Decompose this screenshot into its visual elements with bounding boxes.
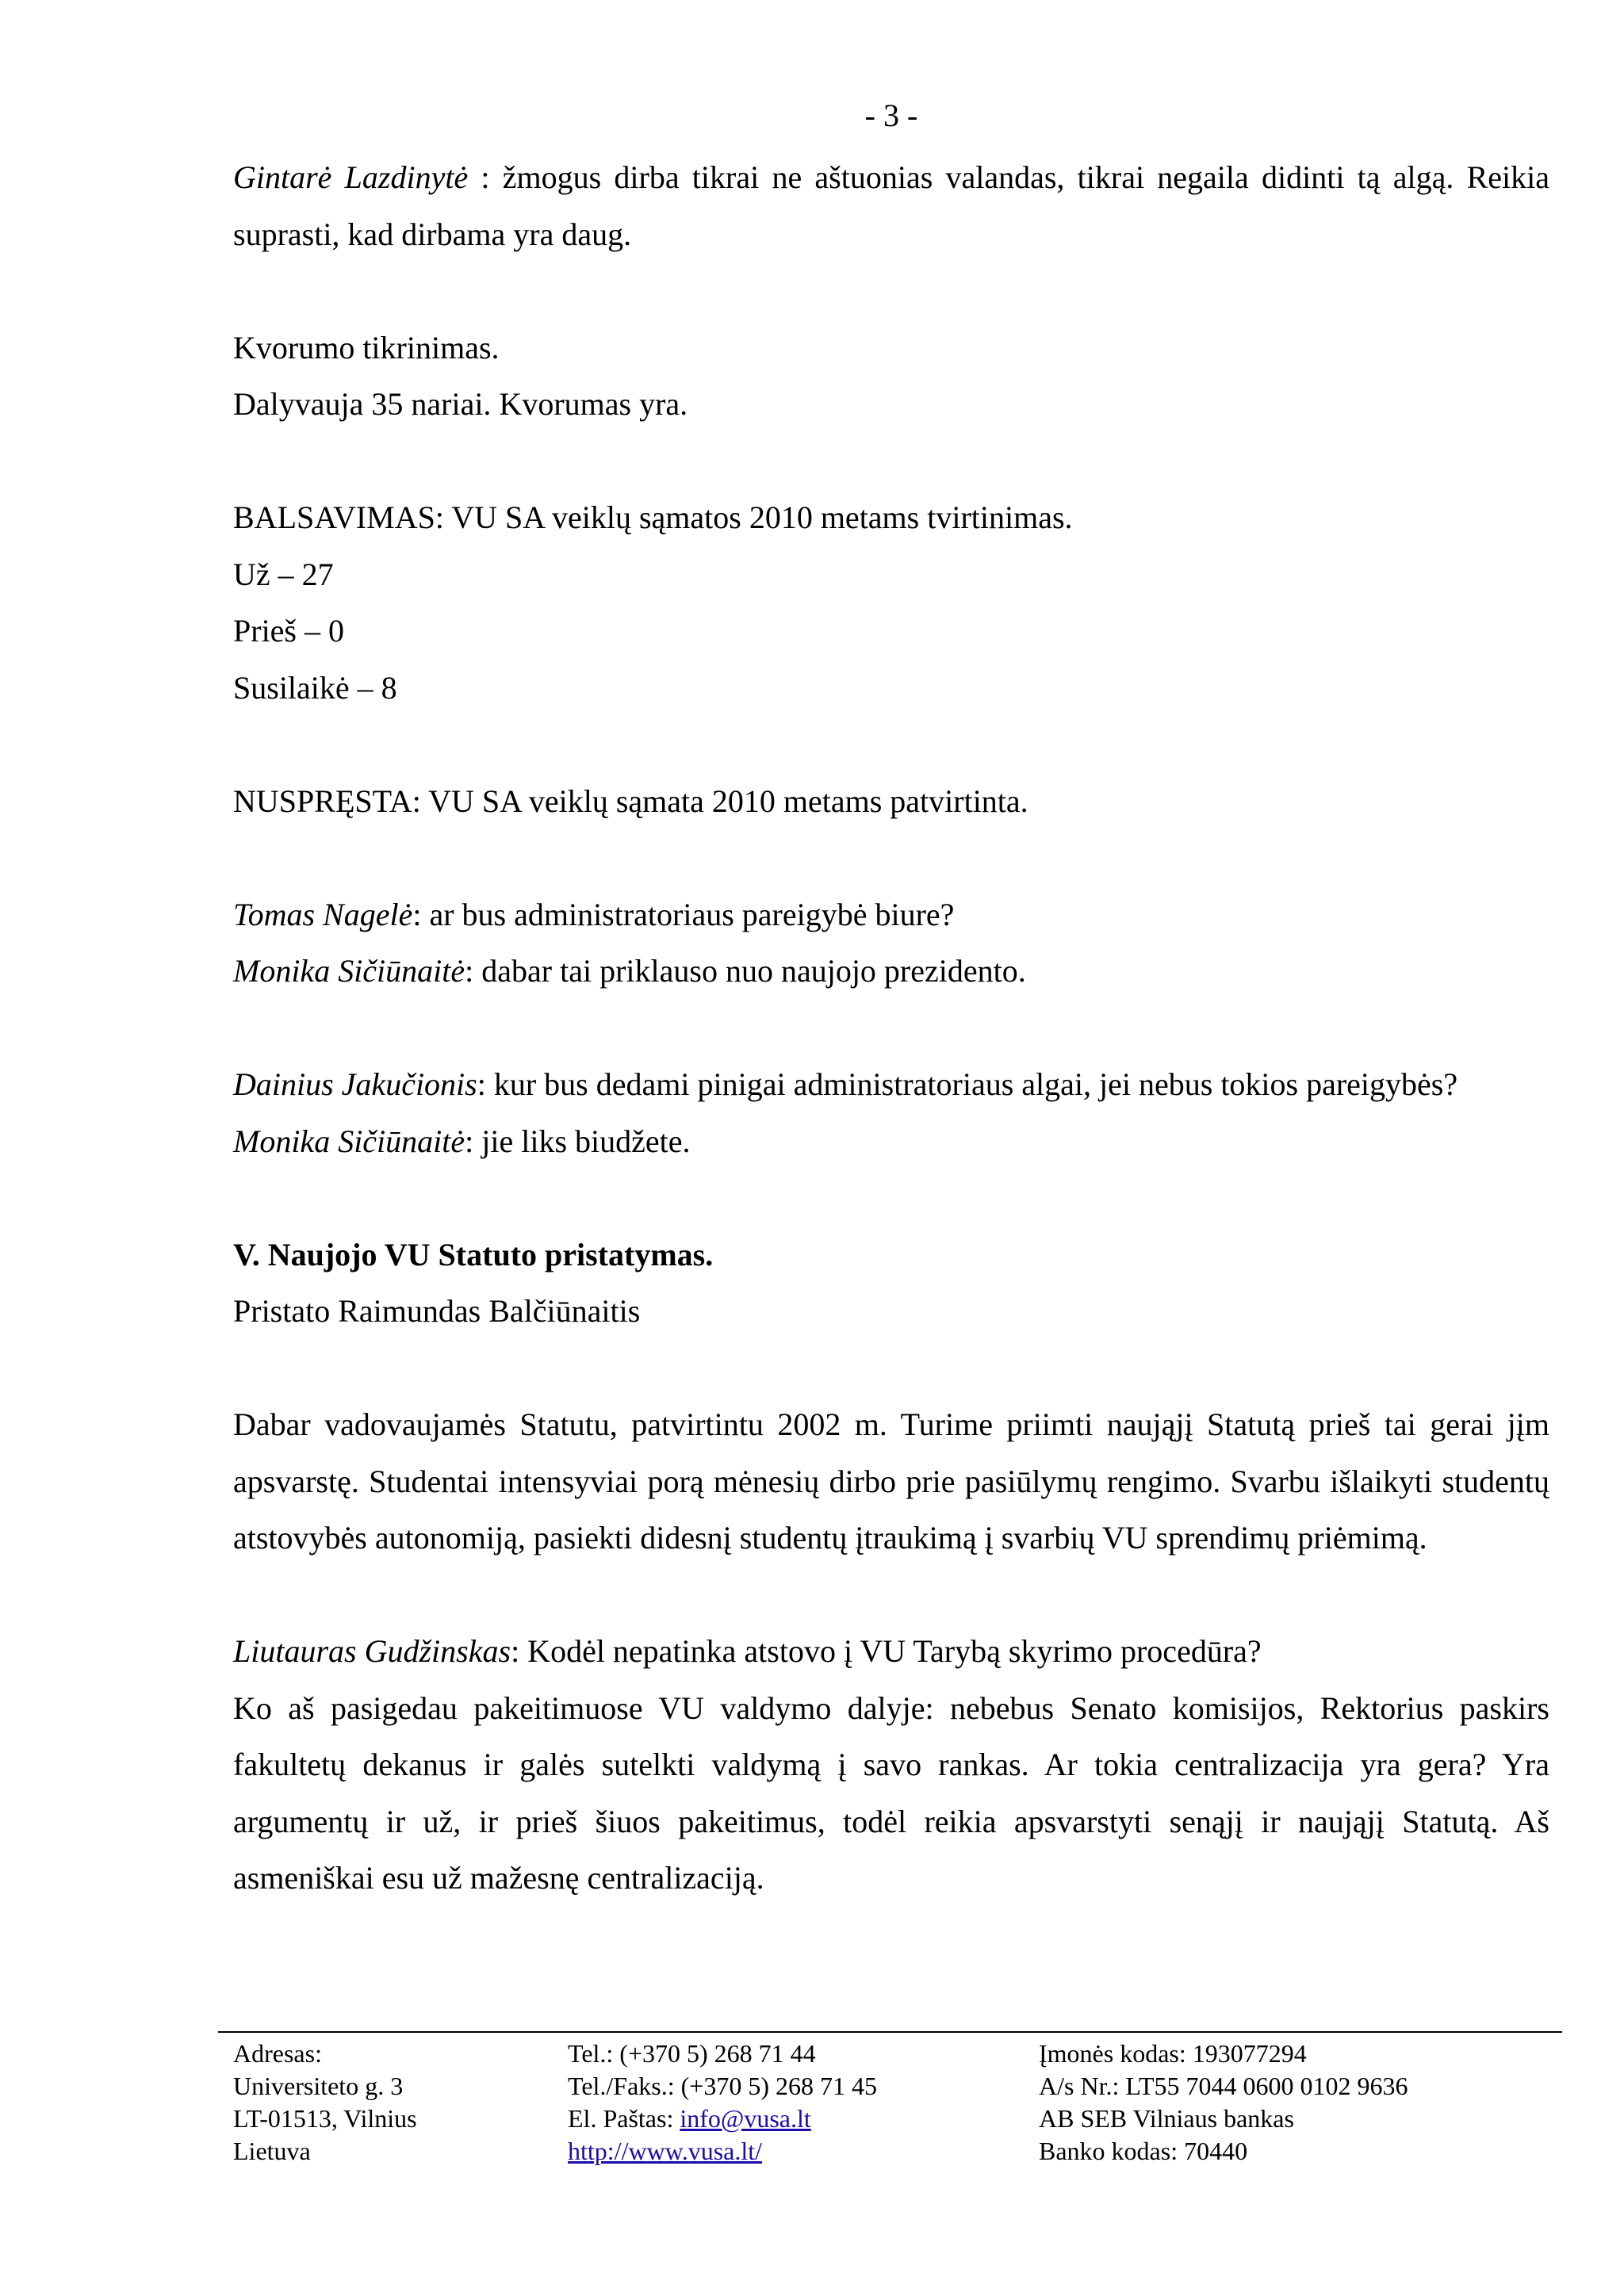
section-title: V. Naujojo VU Statuto pristatymas. bbox=[233, 1236, 714, 1272]
speech-text: : žmogus dirba tikrai ne aštuonias valandas, tikrai negaila didinti tą algą. Reikia suprasti, kad dirbama yra daug. bbox=[233, 159, 1550, 252]
phone: Tel.: (+370 5) 268 71 44 bbox=[568, 2039, 816, 2068]
bank-code: Banko kodas: 70440 bbox=[1039, 2137, 1248, 2165]
speaker-name: Liutauras Gudžinskas bbox=[233, 1633, 511, 1669]
fax: Tel./Faks.: (+370 5) 268 71 45 bbox=[568, 2072, 877, 2100]
company-code: Įmonės kodas: 193077294 bbox=[1039, 2039, 1307, 2068]
bank-name: AB SEB Vilniaus bankas bbox=[1039, 2104, 1294, 2133]
vote-abstain: Susilaikė – 8 bbox=[233, 669, 397, 706]
quorum-title: Kvorumo tikrinimas. bbox=[233, 329, 500, 365]
vote-title: BALSAVIMAS: VU SA veiklų sąmatos 2010 metams tvirtinimas. bbox=[233, 499, 1073, 535]
paragraph-lazdinyte bbox=[233, 149, 1549, 262]
question-jakucionis bbox=[233, 1056, 1549, 1113]
footer-contacts bbox=[568, 2038, 877, 2168]
question-gudzinskas bbox=[233, 1623, 1549, 1680]
footer-address bbox=[233, 2038, 417, 2168]
speaker-name: Gintarė Lazdinytė bbox=[233, 159, 469, 195]
speech-text: : Kodėl nepatinka atstovo į VU Tarybą skyrimo procedūra? bbox=[511, 1633, 1262, 1669]
address-line: Universiteto g. 3 bbox=[233, 2072, 404, 2100]
speech-text: : dabar tai priklauso nuo naujojo prezidento. bbox=[465, 953, 1026, 989]
speaker-name: Tomas Nagelė bbox=[233, 896, 413, 932]
address-line: Lietuva bbox=[233, 2137, 311, 2165]
address-line: Adresas: bbox=[233, 2039, 322, 2068]
answer-siciunaite bbox=[233, 943, 1549, 1000]
speaker-name: Dainius Jakučionis bbox=[233, 1066, 477, 1102]
vote-against: Prieš – 0 bbox=[233, 613, 344, 649]
footer-divider bbox=[218, 2031, 1562, 2033]
footer-bank bbox=[1039, 2038, 1408, 2168]
email-label: El. Paštas: bbox=[568, 2104, 680, 2133]
statute-paragraph: Dabar vadovaujamės Statutu, patvirtintu 2002 m. Turime priimti naująjį Statutą prieš tai gerai jįm apsvarstę. Studentai intensyviai porą mėnesių dirbo prie pasiūlymų rengimo. Svarbu išlaikyti studentų atstovybės autonomiją, pasiekti didesnį studentų įtraukimą į svarbių VU sprendimų priėmimą. bbox=[233, 1406, 1549, 1556]
speech-text: : ar bus administratoriaus pareigybė biure? bbox=[412, 896, 955, 932]
account-number: A/s Nr.: LT55 7044 0600 0102 9636 bbox=[1039, 2072, 1408, 2100]
page-number: - 3 - bbox=[864, 98, 918, 133]
presenter: Pristato Raimundas Balčiūnaitis bbox=[233, 1293, 641, 1329]
speech-text: : kur bus dedami pinigai administratoriaus algai, jei nebus tokios pareigybės? bbox=[477, 1066, 1458, 1102]
quorum-result: Dalyvauja 35 nariai. Kvorumas yra. bbox=[233, 386, 688, 422]
speech-text: : jie liks biudžete. bbox=[465, 1123, 691, 1159]
address-line: LT-01513, Vilnius bbox=[233, 2104, 417, 2133]
answer-siciunaite-2 bbox=[233, 1113, 1549, 1170]
decision: NUSPRĘSTA: VU SA veiklų sąmata 2010 metams patvirtinta. bbox=[233, 783, 1028, 819]
vote-for: Už – 27 bbox=[233, 556, 334, 592]
question-nagele bbox=[233, 886, 1549, 943]
gudzinskas-paragraph: Ko aš pasigedau pakeitimuose VU valdymo dalyje: nebebus Senato komisijos, Rektorius paskirs fakultetų dekanus ir galės sutelkti valdymą į savo rankas. Ar tokia centralizacija yra gera? Yra argumentų ir už, ir prieš šiuos pakeitimus, todėl reikia apsvarstyti senąjį ir naująjį Statutą. Aš asmeniškai esu už mažesnę centralizaciją. bbox=[233, 1689, 1549, 1896]
page-content bbox=[233, 149, 1549, 1907]
speaker-name: Monika Sičiūnaitė bbox=[233, 1123, 465, 1159]
website-link[interactable]: http://www.vusa.lt/ bbox=[568, 2137, 763, 2165]
speaker-name: Monika Sičiūnaitė bbox=[233, 953, 465, 989]
email-line bbox=[568, 2103, 877, 2135]
email-link[interactable]: info@vusa.lt bbox=[680, 2104, 811, 2133]
